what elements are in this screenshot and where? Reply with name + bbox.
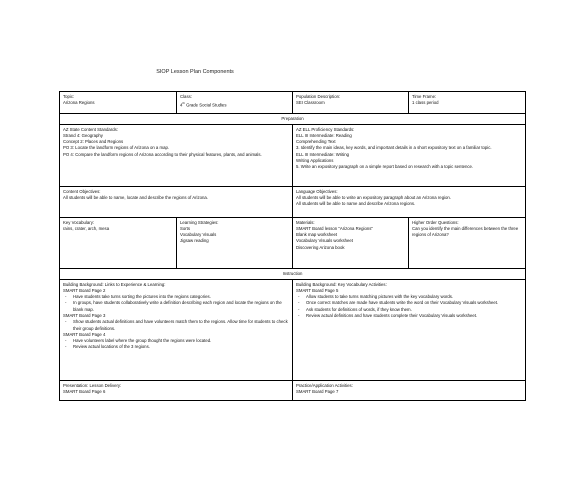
practice-cell — [293, 381, 526, 401]
activity-bullet: - Have students take turns sorting the pictures into the regions categories. — [73, 294, 289, 300]
topic-cell — [60, 92, 177, 114]
instruction-heading: Instruction — [60, 269, 526, 280]
document-title: SIOP Lesson Plan Components — [156, 69, 234, 75]
higher-order-value: Can you identify the main differences between the three regions of Arizona? — [412, 225, 519, 238]
activity-bullet: - Review actual locations of the 3 regions. — [73, 344, 289, 350]
content-objectives-label: Content Objectives: — [63, 188, 101, 194]
activity-bullet: - Ask students for definitions of words, if they know them. — [306, 307, 522, 313]
smart-board-page-label: SMART Board Page 2 — [63, 287, 106, 293]
language-objectives-cell — [293, 187, 526, 218]
content-objectives-cell — [60, 187, 293, 218]
smart-board-page-label: SMART Board Page 4 — [63, 331, 106, 337]
elp-standard-line: ELL III Intermediate: Writing — [296, 151, 350, 157]
content-standards-label: AZ State Content Standards: — [63, 126, 118, 132]
practice-label: Practice/Application Activities: — [296, 382, 353, 388]
elp-standard-line: ELL III Intermediate: Reading — [296, 132, 352, 138]
materials-item: Vocabulary Visuals worksheet — [296, 238, 354, 244]
smart-board-page-label: SMART Board Page 3 — [63, 312, 106, 318]
content-standard-line: Strand 4: Geography — [63, 132, 103, 138]
building-background-experience-cell — [60, 280, 293, 381]
language-objective-line: All students will be able to name and describe Arizona regions. — [296, 201, 416, 207]
content-standard-line: PO 4: Compare the landform regions of Arizona according to their physical features, plants, and animals. — [63, 151, 262, 157]
learning-strategy-item: Vocabulary Visuals — [180, 232, 217, 238]
language-objective-line: All students will be able to write an expository paragraph about an Arizona region. — [296, 194, 452, 200]
elp-standard-line: Writing Applications — [296, 157, 334, 163]
class-value — [180, 100, 289, 109]
content-standards-cell — [60, 125, 293, 187]
smart-board-page-label: SMART Board Page 5 — [296, 287, 339, 293]
learning-strategies-cell — [177, 218, 293, 269]
time-frame-value: 1 class period — [412, 99, 439, 105]
materials-cell — [293, 218, 409, 269]
activity-list — [63, 338, 289, 351]
class-cell — [177, 92, 293, 114]
preparation-heading: Preparation — [60, 114, 526, 125]
higher-order-label: Higher Order Questions: — [412, 219, 459, 225]
time-frame-cell — [409, 92, 526, 114]
presentation-cell — [60, 381, 293, 401]
topic-value: Arizona Regions — [63, 99, 95, 105]
population-value: SEI Classroom — [296, 99, 325, 105]
activity-bullet: - Review actual definitions and have students complete their Vocabulary Visuals worksheet. — [306, 313, 522, 319]
presentation-row — [60, 381, 526, 401]
learning-strategy-item: Jigsaw reading — [180, 238, 209, 244]
presentation-label: Presentation: Lesson Delivery: — [63, 382, 122, 388]
lesson-plan-table — [59, 91, 526, 401]
topic-label: Topic: — [63, 93, 75, 99]
class-label: Class: — [180, 93, 192, 99]
materials-item: Discovering Arizona book — [296, 244, 345, 250]
grade-number: 4 — [180, 102, 183, 108]
practice-value: SMART Board Page 7 — [296, 388, 339, 394]
elp-standard-line: 5. Write an expository paragraph on a simple report based on research with a topic sentence. — [296, 164, 474, 170]
materials-item: Blank map worksheet — [296, 232, 338, 238]
elp-standards-label: AZ ELL Proficiency Standards: — [296, 126, 355, 132]
presentation-value: SMART Board Page 6 — [63, 388, 106, 394]
higher-order-questions-cell — [409, 218, 526, 269]
content-objectives-value: All students will be able to name, locate and describe the regions of Arizona. — [63, 194, 208, 200]
materials-item: SMART Board lesson "Arizona Regions" — [296, 225, 373, 231]
elp-standard-line: 3. Identify the main ideas, key words, and important details in a short expository text on a familiar topic. — [296, 145, 492, 151]
vocabulary-row — [60, 218, 526, 269]
activity-bullet: - Have volunteers label where the group thought the regions were located. — [73, 338, 289, 344]
materials-label: Materials: — [296, 219, 315, 225]
learning-strategy-item: Sorts — [180, 225, 191, 231]
grade-subject: Grade Social Studies — [186, 102, 227, 108]
activity-list — [63, 319, 289, 332]
key-vocabulary-value: rains, crater, arch, mesa — [63, 225, 110, 231]
activity-bullet: - In groups, have students collaboratively write a definition describing each region and locate the regions on the blank map. — [73, 300, 289, 313]
time-frame-label: Time Frame: — [412, 93, 437, 99]
header-row — [60, 92, 526, 114]
content-standard-line: PO 3: Locate the landform regions of Arizona on a map. — [63, 145, 170, 151]
elp-standard-line: Comprehending Text — [296, 139, 336, 145]
activity-bullet: - Show students actual definitions and have volunteers match them to the regions. Allow time for students to check their group definitions. — [73, 319, 289, 332]
key-vocabulary-label: Key Vocabulary: — [63, 219, 95, 225]
population-cell — [293, 92, 409, 114]
activity-list — [296, 294, 522, 319]
objectives-row — [60, 187, 526, 218]
learning-strategies-label: Learning Strategies: — [180, 219, 219, 225]
grade-suffix: th — [182, 100, 185, 105]
building-background-vocabulary-cell — [293, 280, 526, 381]
activity-bullet: - Once correct matches are made have students write the word on their Vocabulary Visuals worksheet. — [306, 300, 522, 306]
building-background-row — [60, 280, 526, 381]
building-background-experience-label: Building Background: Links to Experience & Learning: — [63, 281, 166, 287]
activity-list — [63, 294, 289, 313]
elp-standards-cell — [293, 125, 526, 187]
building-background-vocabulary-label: Building Background: Key Vocabulary Activities: — [296, 281, 387, 287]
activity-bullet: - Allow students to take turns matching pictures with the key vocabulary words. — [306, 294, 522, 300]
population-label: Population Description: — [296, 93, 341, 99]
key-vocabulary-cell — [60, 218, 177, 269]
standards-row — [60, 125, 526, 187]
content-standard-line: Concept 2: Places and Regions — [63, 139, 124, 145]
language-objectives-label: Language Objectives: — [296, 188, 338, 194]
